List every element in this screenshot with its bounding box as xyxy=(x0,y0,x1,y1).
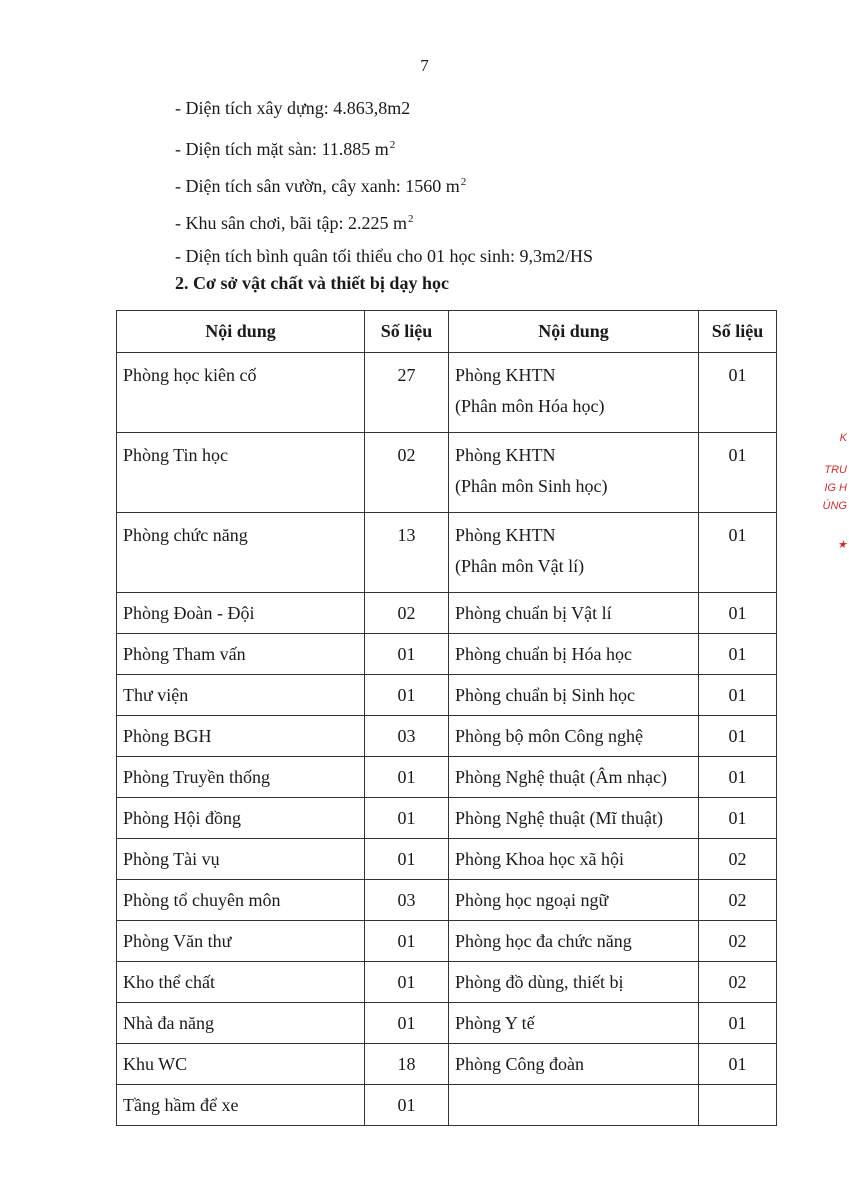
room-count: 01 xyxy=(699,513,777,593)
table-row xyxy=(117,513,777,593)
room-count: 01 xyxy=(699,593,777,634)
room-name: Nhà đa năng xyxy=(117,1003,365,1044)
room-count: 01 xyxy=(699,675,777,716)
header-content-left: Nội dung xyxy=(117,311,365,353)
room-count: 18 xyxy=(365,1044,449,1085)
room-count: 01 xyxy=(365,962,449,1003)
stamp-fragment: K TRU IG H ÚNG ★ xyxy=(822,432,847,551)
room-count: 01 xyxy=(365,798,449,839)
stat-line-playground-area: - Khu sân chơi, bãi tập: 2.225 $m^2$ xyxy=(175,213,414,233)
room-count: 02 xyxy=(699,880,777,921)
stat-line-building-area: - Diện tích xây dựng: 4.863,8m2 xyxy=(175,98,411,118)
room-count: 03 xyxy=(365,880,449,921)
room-name: Phòng học ngoại ngữ xyxy=(449,880,699,921)
room-name: Phòng KHTN (Phân môn Hóa học) xyxy=(449,353,699,433)
table-row xyxy=(117,921,777,962)
room-count: 01 xyxy=(699,1003,777,1044)
room-count: 02 xyxy=(699,921,777,962)
header-value-right: Số liệu xyxy=(699,311,777,353)
room-name: Phòng Tin học xyxy=(117,433,365,513)
room-name: Phòng chuẩn bị Vật lí xyxy=(449,593,699,634)
room-count: 01 xyxy=(699,798,777,839)
room-name: Phòng tổ chuyên môn xyxy=(117,880,365,921)
room-name: Phòng học đa chức năng xyxy=(449,921,699,962)
room-name: Kho thể chất xyxy=(117,962,365,1003)
room-count: 02 xyxy=(699,839,777,880)
section-heading: 2. Cơ sở vật chất và thiết bị dạy học xyxy=(175,273,449,293)
header-value-left: Số liệu xyxy=(365,311,449,353)
table-row xyxy=(117,353,777,433)
room-name: Phòng Y tế xyxy=(449,1003,699,1044)
room-count: 01 xyxy=(365,634,449,675)
room-count: 02 xyxy=(699,962,777,1003)
room-count: 27 xyxy=(365,353,449,433)
table-row xyxy=(117,757,777,798)
room-name: Phòng Khoa học xã hội xyxy=(449,839,699,880)
room-count: 01 xyxy=(699,757,777,798)
table-row xyxy=(117,634,777,675)
room-name: Phòng chuẩn bị Sinh học xyxy=(449,675,699,716)
table-row xyxy=(117,839,777,880)
room-name: Phòng đồ dùng, thiết bị xyxy=(449,962,699,1003)
room-name: Phòng KHTN (Phân môn Vật lí) xyxy=(449,513,699,593)
room-count: 01 xyxy=(365,921,449,962)
room-count: 01 xyxy=(699,634,777,675)
room-count: 01 xyxy=(699,1044,777,1085)
header-content-right: Nội dung xyxy=(449,311,699,353)
room-name: Phòng bộ môn Công nghệ xyxy=(449,716,699,757)
stat-line-garden-area: - Diện tích sân vườn, cây xanh: 1560 $m^2$ xyxy=(175,176,467,196)
room-name: Phòng Nghệ thuật (Mĩ thuật) xyxy=(449,798,699,839)
page-number: 7 xyxy=(420,56,429,75)
table-row xyxy=(117,593,777,634)
room-name: Phòng chuẩn bị Hóa học xyxy=(449,634,699,675)
table-row xyxy=(117,1044,777,1085)
table-row xyxy=(117,880,777,921)
room-name: Phòng Đoàn - Đội xyxy=(117,593,365,634)
room-count: 01 xyxy=(365,675,449,716)
table-row xyxy=(117,962,777,1003)
room-name: Phòng BGH xyxy=(117,716,365,757)
room-name: Phòng Công đoàn xyxy=(449,1044,699,1085)
table-row xyxy=(117,798,777,839)
table-row xyxy=(117,716,777,757)
room-name: Phòng Văn thư xyxy=(117,921,365,962)
room-name: Khu WC xyxy=(117,1044,365,1085)
room-name: Thư viện xyxy=(117,675,365,716)
table-header-row xyxy=(117,311,777,353)
room-count: 02 xyxy=(365,433,449,513)
facilities-table xyxy=(116,310,777,1126)
table-row xyxy=(117,433,777,513)
room-count: 01 xyxy=(699,716,777,757)
room-count xyxy=(699,1085,777,1126)
room-count: 01 xyxy=(699,433,777,513)
room-count: 13 xyxy=(365,513,449,593)
table-row xyxy=(117,1085,777,1126)
table-row xyxy=(117,1003,777,1044)
stat-line-area-per-student: - Diện tích bình quân tối thiểu cho 01 học sinh: 9,3m2/HS xyxy=(175,246,593,266)
room-count: 01 xyxy=(699,353,777,433)
room-name: Phòng Nghệ thuật (Âm nhạc) xyxy=(449,757,699,798)
site-area-stats xyxy=(175,90,593,275)
room-count: 01 xyxy=(365,1085,449,1126)
stat-line-floor-area: - Diện tích mặt sàn: 11.885 $m^2$ xyxy=(175,139,396,159)
room-name xyxy=(449,1085,699,1126)
room-count: 01 xyxy=(365,757,449,798)
room-count: 03 xyxy=(365,716,449,757)
room-name: Phòng Tham vấn xyxy=(117,634,365,675)
room-name: Phòng chức năng xyxy=(117,513,365,593)
room-name: Phòng Hội đồng xyxy=(117,798,365,839)
room-count: 01 xyxy=(365,839,449,880)
room-name: Phòng Tài vụ xyxy=(117,839,365,880)
room-count: 02 xyxy=(365,593,449,634)
table-row xyxy=(117,675,777,716)
room-name: Phòng Truyền thống xyxy=(117,757,365,798)
room-count: 01 xyxy=(365,1003,449,1044)
room-name: Phòng học kiên cố xyxy=(117,353,365,433)
room-name: Tầng hầm để xe xyxy=(117,1085,365,1126)
room-name: Phòng KHTN (Phân môn Sinh học) xyxy=(449,433,699,513)
